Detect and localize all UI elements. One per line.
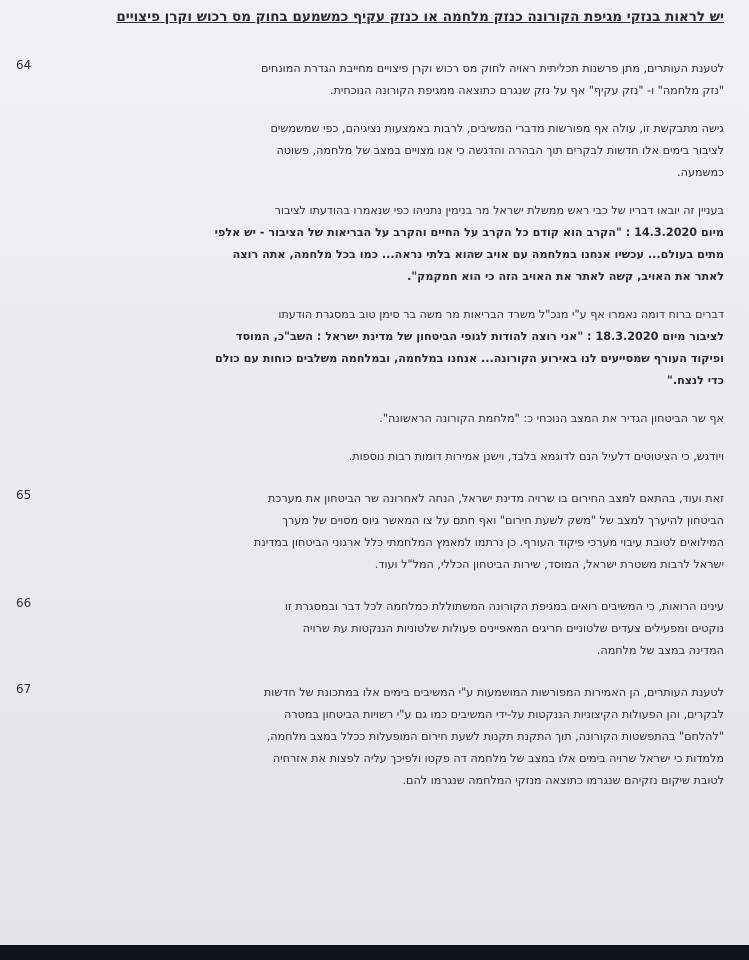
text-line: עינינו הרואות, כי המשיבים רואים במגיפת הקורונה המשתוללת כמלחמה לכל דבר ובמסגרת זו — [284, 600, 724, 613]
screen-bezel — [0, 945, 749, 960]
text-line: הביטחון להיערך למצב של "משק לשעת חירום" ואף חתם על צו המאשר גיוס מסוים של מערך — [281, 514, 724, 527]
paragraph-67 — [16, 682, 730, 792]
paragraph-number: 64 — [16, 58, 32, 72]
text-line: המדינה במצב של מלחמה. — [596, 644, 724, 657]
text-line: לטובת שיקום נזקיהם שנגרמו כתוצאה מנזקי המלחמה שנגרמו להם. — [402, 774, 724, 787]
text-line: לציבור בימים אלו חדשות לבקרים תוך הבהרה והדגשה כי אנו מצויים במצב של מלחמה, פשוטה — [276, 144, 724, 157]
text-line: מלמדות כי ישראל שרויה בימים אלו במצב של מלחמה דה פקטו ולפיכך עליה לפצות את אזרחיה — [272, 752, 724, 765]
text-line: "להלחם" בהתפשטות הקורונה, תוך התקנת תקנות לשעת חירום המופעלות ככלל במצב מלחמה, — [266, 730, 724, 743]
paragraph-65 — [16, 488, 730, 576]
section-heading: יש לראות בנזקי מגיפת הקורונה כנזק מלחמה או כנזק עקיף כמשמעם בחוק מס רכוש וקרן פיצויים — [116, 9, 724, 25]
text-line: ישראל לרבות משטרת ישראל, המוסד, שירות הביטחון הכללי, המל"ל ועוד. — [374, 558, 724, 571]
paragraph-64 — [16, 58, 730, 468]
text-line: אף שר הביטחון הגדיר את המצב הנוכחי כ: "מלחמת הקורונה הראשונה". — [379, 412, 724, 425]
paragraph-number: 67 — [16, 682, 32, 696]
quote-line: לציבור מיום 18.3.2020 : "אני רוצה להודות לגופי הביטחון של מדינת ישראל : השב"כ, המוסד — [235, 330, 724, 343]
quote-line: לאתר את האויב, קשה לאתר את האויב הזה כי הוא חמקמק". — [407, 270, 724, 283]
text-line: ויודגש, כי הציטוטים דלעיל הנם לדוגמא בלבד, וישנן אמירות דומות רבות נוספות. — [348, 450, 724, 463]
document-body — [16, 6, 730, 812]
paragraph-number: 66 — [16, 596, 32, 610]
text-line: המילואים לטובת עיבוי מערכי פיקוד העורף. כן נרתמו למאמץ המלחמתי כלל ארגוני הביטחון במדינת — [253, 536, 724, 549]
paragraph-number: 65 — [16, 488, 32, 502]
text-line: גישה מתבקשת זו, עולה אף מפורשות מדברי המשיבים, לרבות באמצעות נציגיהם, כפי שמשמשים — [270, 122, 724, 135]
text-line: בעניין זה יובאו דבריו של כבי ראש ממשלת ישראל מר בנימין נתניהו כפי שנאמרו בהודעתו לציבור — [274, 204, 724, 217]
quote-line: כדי לנצח." — [666, 374, 724, 387]
text-line: נוקטים ומפעילים צעדים שלטוניים חריגים המאפיינים פעולות שלטוניות הננקטות עת שרויה — [302, 622, 724, 635]
text-line: לטענת העותרים, מתן פרשנות תכליתית ראויה לחוק מס רכוש וקרן פיצויים מחייבת הגדרת המונחים — [260, 62, 724, 75]
text-line: זאת ועוד, בהתאם למצב החירום בו שרויה מדינת ישראל, הנחה לאחרונה שר הביטחון את מערכת — [268, 492, 724, 505]
quote-line: מתים בעולם... עכשיו אנחנו במלחמה עם אויב שהוא בלתי נראה... כמו בכל מלחמה, אתה רוצה — [232, 248, 724, 261]
quote-line: מיום 14.3.2020 : "הקרב הוא קודם כל הקרב על החיים והקרב על הבריאות של הציבור - יש אלפי — [214, 226, 724, 239]
text-line: לבקרים, והן הפעולות הקיצוניות הננקטות על-ידי המשיבים כמו גם ע"י רשויות הביטחון במטרה — [284, 708, 724, 721]
text-line: "נזק מלחמה" ו- "נזק עקיף" אף על נזק שנגרם כתוצאה ממגיפת הקורונה הנוכחית. — [329, 84, 724, 97]
paragraph-66 — [16, 596, 730, 662]
text-line: לטענת העותרים, הן האמירות המפורשות המושמעות ע"י המשיבים בימים אלו במתכונת של חדשות — [263, 686, 724, 699]
quote-line: ופיקוד העורף שמסייעים לנו באירוע הקורונה... אנחנו במלחמה, ובמלחמה משלבים כוחות עם כולם — [214, 352, 724, 365]
text-line: כמשמעה. — [677, 166, 724, 179]
text-line: דברים ברוח דומה נאמרו אף ע"י מנכ"ל משרד הבריאות מר משה בר סימן טוב במסגרת הודעתו — [278, 308, 724, 321]
